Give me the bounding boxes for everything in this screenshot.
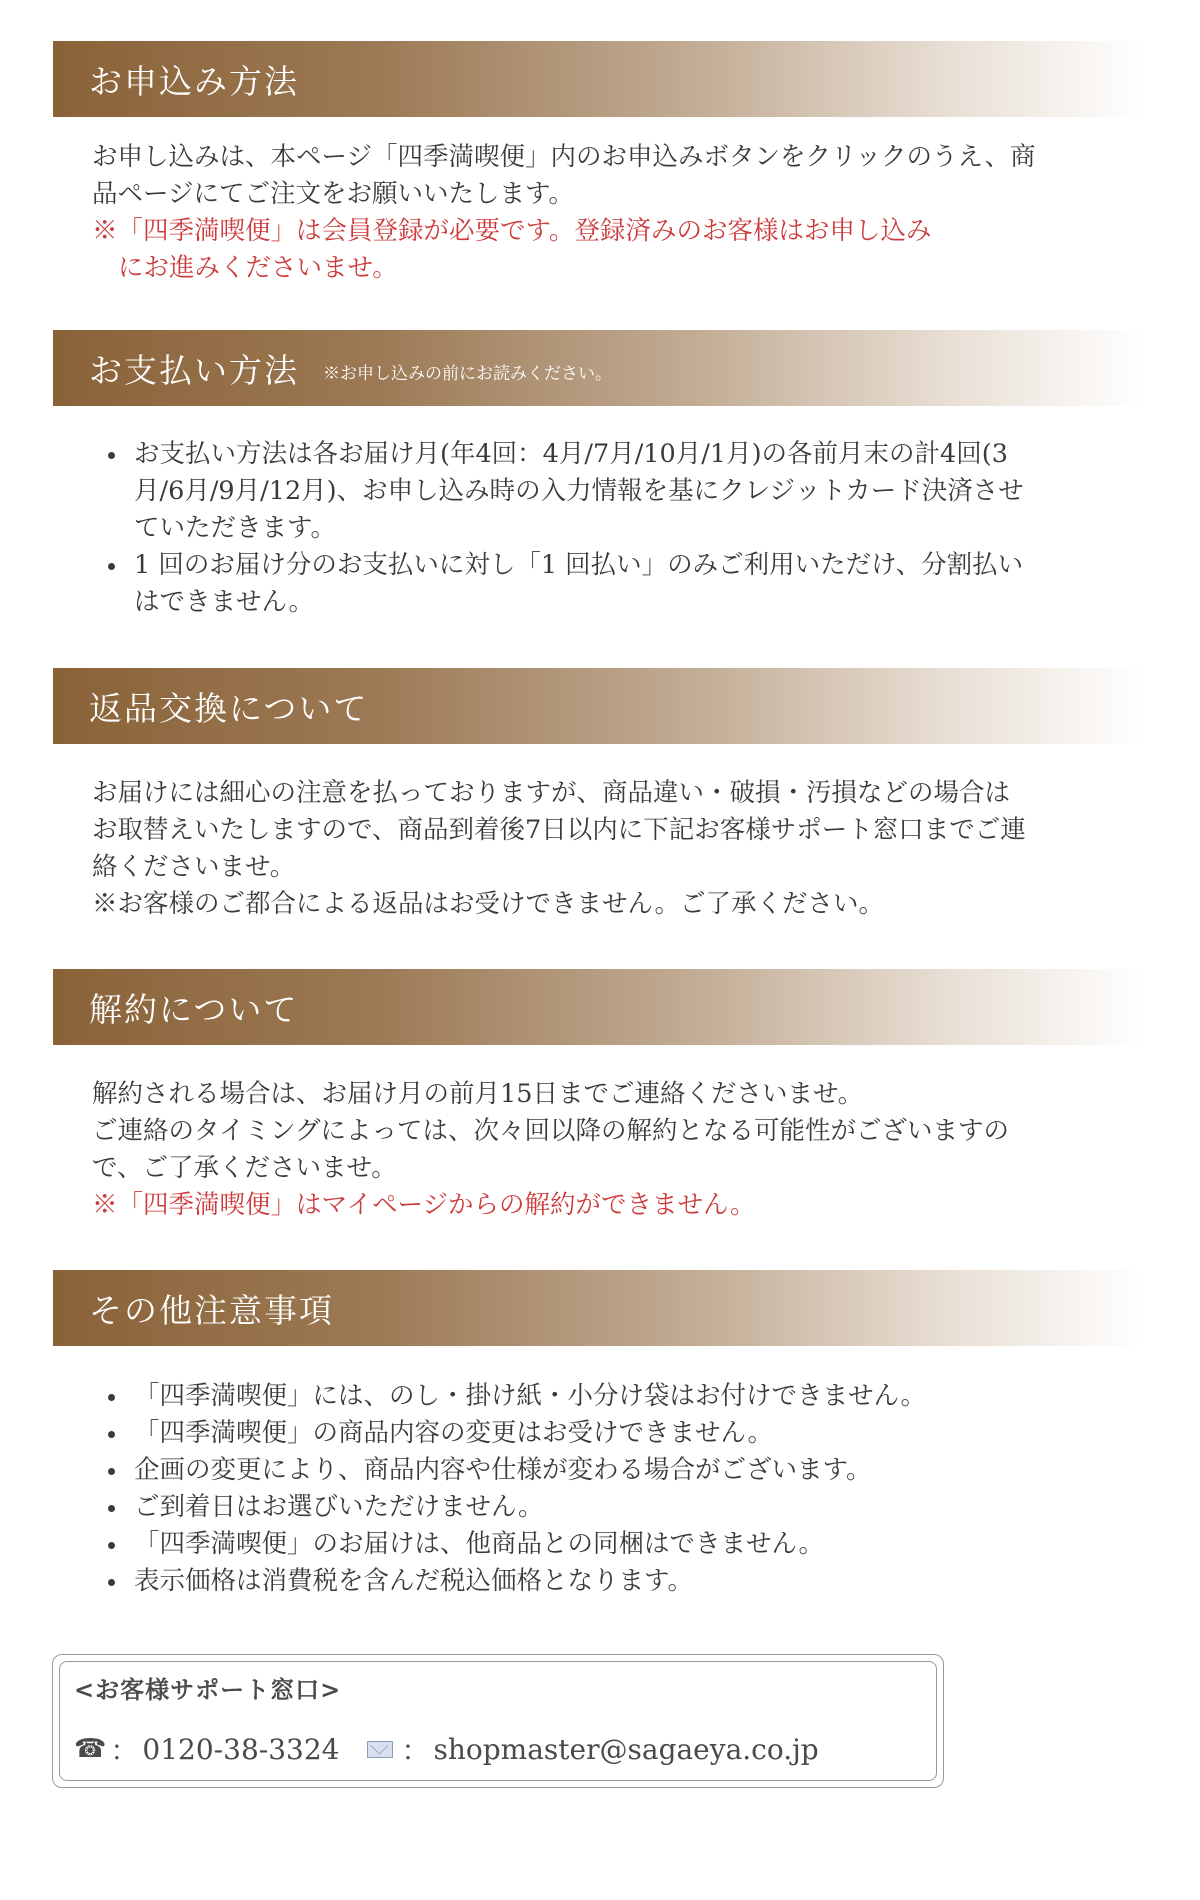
list-item: 「四季満喫便」には、のし・掛け紙・小分け袋はお付けできません。 <box>92 1378 1102 1415</box>
text-line: 品ページにてご注文をお願いいたします。 <box>92 179 574 209</box>
section-header-cancellation <box>53 969 1143 1045</box>
support-box <box>52 1654 944 1788</box>
text-line: はできません。 <box>134 587 315 617</box>
support-box-inner <box>59 1661 937 1781</box>
text-line: お取替えいたしますので、商品到着後7日以内に下記お客様サポート窓口までご連 <box>92 815 1026 845</box>
notice-line: ※「四季満喫便」は会員登録が必要です。登録済みのお客様はお申し込み <box>92 216 932 246</box>
list-item: 表示価格は消費税を含んだ税込価格となります。 <box>92 1563 1102 1600</box>
text-line: ていただきます。 <box>134 513 336 543</box>
section-title: 返品交換について <box>89 688 369 728</box>
phone-icon: ☎ <box>74 1734 107 1764</box>
list-item: ご到着日はお選びいただけません。 <box>92 1489 1102 1526</box>
list-item: 「四季満喫便」のお届けは、他商品との同梱はできません。 <box>92 1526 1102 1563</box>
envelope-icon <box>367 1741 393 1758</box>
section-title: その他注意事項 <box>89 1290 334 1330</box>
section-title: お支払い方法 <box>89 350 299 390</box>
section-header-application <box>53 41 1143 117</box>
text-line: ご連絡のタイミングによっては、次々回以降の解約となる可能性がございますの <box>92 1116 1009 1146</box>
notice-line: にお進みくださいませ。 <box>118 253 398 283</box>
other-notes-list <box>92 1378 1102 1600</box>
text-line: 絡くださいませ。 <box>92 852 296 882</box>
returns-body <box>92 775 1102 923</box>
phone-number[interactable]: 0120-38-3324 <box>142 1732 340 1766</box>
phone-colon: ： <box>110 1734 139 1767</box>
text-line: で、ご了承くださいませ。 <box>92 1153 397 1183</box>
list-item: 「四季満喫便」の商品内容の変更はお受けできません。 <box>92 1415 1102 1452</box>
section-header-payment <box>53 330 1143 406</box>
section-title: お申込み方法 <box>89 61 299 101</box>
text-line: 月/6月/9月/12月)、お申し込み時の入力情報を基にクレジットカード決済させ <box>134 476 1024 506</box>
mail-colon: ： <box>401 1734 430 1767</box>
cancellation-body <box>92 1076 1102 1224</box>
text-line: お申し込みは、本ページ「四季満喫便」内のお申込みボタンをクリックのうえ、商 <box>92 142 1036 172</box>
section-title: 解約について <box>89 989 299 1029</box>
section-header-other <box>53 1270 1143 1346</box>
notice-line: ※「四季満喫便」はマイページからの解約ができません。 <box>92 1190 756 1220</box>
support-title: <お客様サポート窓口> <box>74 1675 342 1704</box>
list-item <box>92 436 1102 547</box>
support-contact-row <box>74 1729 819 1769</box>
application-body <box>92 139 1102 287</box>
text-line: 1 回のお届け分のお支払いに対し「1 回払い」のみご利用いただけ、分割払い <box>134 550 1024 580</box>
email-link[interactable]: shopmaster@sagaeya.co.jp <box>433 1732 819 1766</box>
list-item <box>92 547 1102 621</box>
section-note: ※お申し込みの前にお読みください。 <box>323 363 612 384</box>
list-item: 企画の変更により、商品内容や仕様が変わる場合がございます。 <box>92 1452 1102 1489</box>
payment-list <box>92 436 1102 621</box>
text-line: お支払い方法は各お届け月(年4回：4月/7月/10月/1月)の各前月末の計4回(3 <box>134 439 1008 469</box>
text-line: 解約される場合は、お届け月の前月15日までご連絡くださいませ。 <box>92 1079 864 1109</box>
section-header-returns <box>53 668 1143 744</box>
text-line: ※お客様のご都合による返品はお受けできません。ご了承ください。 <box>92 889 885 919</box>
text-line: お届けには細心の注意を払っておりますが、商品違い・破損・汚損などの場合は <box>92 778 1011 808</box>
